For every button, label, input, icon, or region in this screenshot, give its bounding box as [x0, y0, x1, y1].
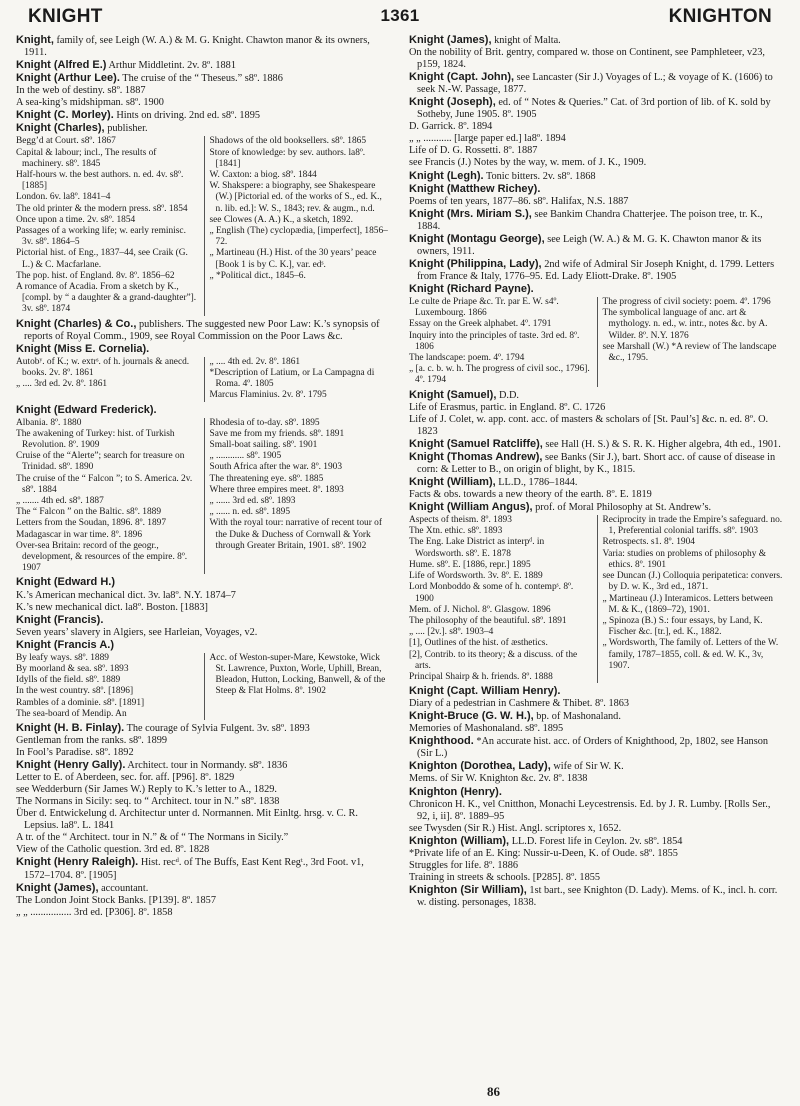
catalog-subentry: Life of D. G. Rossetti. 8º. 1887 — [409, 145, 538, 157]
entry-text: The cruise of the “ Theseus.” s8º. 1886 — [122, 73, 283, 85]
title-list-right — [204, 136, 392, 315]
entry-heading: Knight (C. Morley). — [16, 109, 114, 122]
title-list-right — [204, 653, 392, 720]
title-item: „ ....... 4th ed. s8º. 1887 — [16, 496, 104, 507]
catalog-entry — [16, 759, 391, 772]
title-item: „ English (The) cyclopædia, [imperfect], 1856–72. — [209, 226, 388, 248]
catalog-entry — [409, 96, 784, 121]
title-item: Autobʸ. of K.; w. extrˢ. of h. journals & anecd. books. 2v. 8º. 1861 — [16, 356, 190, 378]
title-item: „ .... [2v.]. s8º. 1903–4 — [409, 627, 494, 638]
title-item: Begg’d at Court. s8º. 1867 — [16, 136, 116, 147]
entry-text: see Hall (H. S.) & S. R. K. Higher algebra, 4th ed., 1901. — [545, 438, 781, 450]
catalog-entry — [409, 710, 784, 723]
title-item: Life of Wordsworth. 3v. 8º. E. 1889 — [409, 571, 543, 582]
entry-heading: Knight (Edward Frederick). — [16, 403, 157, 416]
catalog-entry — [409, 476, 784, 489]
entry-text: 2nd wife of Admiral Sir Joseph Knight, d. 1799. Letters from France & Italy, 1776–95. Ed. Lady Eliott-Drake. 8º. 1905 — [417, 258, 775, 282]
entry-heading: Knighton (Dorothea, Lady), — [409, 760, 551, 773]
catalog-entry — [409, 786, 784, 799]
catalog-subentry: Seven years’ slavery in Algiers, see Harleian, Voyages, v2. — [16, 626, 258, 638]
catalog-entry — [409, 258, 784, 283]
entry-heading: Knight-Bruce (G. W. H.), — [409, 710, 534, 723]
two-column-body — [14, 34, 786, 919]
entry-heading: Knight (Alfred E.) — [16, 59, 107, 72]
entry-text: see Bankim Chandra Chatterjee. The poison tree, tr. K., 1884. — [417, 208, 763, 232]
title-list-left — [16, 653, 198, 720]
title-item: Retrospects. s1. 8º. 1904 — [602, 537, 695, 548]
two-column-title-list — [409, 515, 784, 683]
title-item: [1], Outlines of the hist. of æsthetics. — [409, 638, 548, 649]
two-column-title-list — [16, 357, 391, 402]
title-item: Small-boat sailing. s8º. 1901 — [209, 440, 318, 451]
catalog-subentry: A tr. of the “ Architect. tour in N.” & of “ The Normans in Sicily.” — [16, 832, 289, 844]
catalog-subentry: In the web of destiny. s8º. 1887 — [16, 85, 146, 97]
catalog-subentry: D. Garrick. 8º. 1894 — [409, 121, 493, 133]
title-item: see Clowes (A. A.) K., a sketch, 1892. — [209, 214, 353, 225]
entry-text: bp. of Mashonaland. — [536, 711, 621, 723]
entry-heading: Knight (Legh). — [409, 169, 484, 182]
entry-text: LL.D. Forest life in Ceylon. 2v. s8º. 1854 — [511, 835, 683, 847]
catalog-entry — [16, 404, 391, 417]
catalog-entry — [409, 283, 784, 296]
title-item: Idylls of the field. s8º. 1889 — [16, 675, 121, 686]
two-column-title-list — [409, 297, 784, 387]
catalog-entry — [16, 72, 391, 85]
entry-heading: Knight (Capt. John), — [409, 71, 515, 84]
catalog-entry — [409, 735, 784, 760]
title-item: Marcus Flaminius. 2v. 8º. 1795 — [209, 390, 327, 401]
two-column-title-list — [16, 136, 391, 315]
entry-heading: Knight (Capt. William Henry). — [409, 685, 561, 698]
title-item: Reciprocity in trade the Empire’s safeguard. no. 1, Preferential colonial tariffs. s8º. 1903 — [602, 515, 783, 537]
title-item: Hume. s8º. E. [1886, repr.] 1895 — [409, 559, 531, 570]
title-item: Letters from the Soudan, 1896. 8º. 1897 — [16, 518, 167, 529]
catalog-entry — [16, 639, 391, 652]
title-item: With the royal tour: narrative of recent tour of the Duke & Duchess of Cornwall & York through Greater Britain, 1901. s8º. 1902 — [209, 518, 382, 551]
catalog-entry — [16, 109, 391, 122]
title-item: „ Wordsworth, The family of. Letters of the W. family, 1787–1855, coll. & ed. W. K., 3v, 1907. — [602, 638, 779, 671]
title-item: „ ...... 3rd ed. s8º. 1893 — [209, 496, 296, 507]
entry-heading: Knight (Henry Gally). — [16, 759, 126, 772]
title-item: Over-sea Britain: record of the geogr., development, & resources of the empire. 8º. 1907 — [16, 540, 188, 574]
catalog-subentry: Life of J. Colet, w. app. cont. acc. of masters & scholars of [St. Paul’s] &c. n. ed. 8º. O. 1823 — [409, 413, 769, 437]
catalog-subentry: View of the Catholic question. 3rd ed. 8º. 1828 — [16, 844, 210, 856]
title-item: Principal Shairp & h. friends. 8º. 1888 — [409, 671, 553, 682]
right-column — [409, 34, 784, 919]
header-left-word: KNIGHT — [28, 6, 103, 27]
title-item: Mem. of J. Nichol. 8º. Glasgow. 1896 — [409, 604, 551, 615]
title-item: The philosophy of the beautiful. s8º. 1891 — [409, 615, 567, 626]
entry-text: family of, see Leigh (W. A.) & M. G. Knight. Chawton manor & its owners, 1911. — [24, 35, 370, 59]
title-item: The progress of civil society: poem. 4º. 1796 — [602, 296, 771, 307]
entry-text: D.D. — [498, 389, 519, 401]
footer-signature: 86 — [487, 1084, 500, 1099]
entry-heading: Knight (Edward H.) — [16, 576, 115, 589]
entry-heading: Knight (William Angus), — [409, 501, 533, 514]
catalog-entry — [409, 685, 784, 698]
title-item: Rambles of a dominie. s8º. [1891] — [16, 697, 145, 708]
catalog-subentry: Gentleman from the ranks. s8º. 1899 — [16, 735, 168, 747]
entry-heading: Knight (Francis). — [16, 613, 104, 626]
entry-text: Architect. tour in Normandy. s8º. 1836 — [127, 760, 288, 772]
title-list-right — [597, 515, 785, 683]
catalog-subentry: In Fool’s Paradise. s8º. 1892 — [16, 747, 134, 759]
entry-heading: Knight (Mrs. Miriam S.), — [409, 207, 532, 220]
entry-heading: Knight (H. B. Finlay). — [16, 721, 125, 734]
title-item: The sea-board of Mendip. An — [16, 708, 127, 719]
entry-heading: Knighton (Sir William), — [409, 883, 527, 896]
title-item: Pictorial hist. of Eng., 1837–44, see Craik (G. L.) & C. Macfarlane. — [16, 248, 188, 270]
title-item: Inquiry into the principles of taste. 3rd ed. 8º. 1806 — [409, 330, 580, 352]
title-item: Lord Monboddo & some of h. contempˢ. 8º. 1900 — [409, 582, 574, 604]
catalog-subentry: Mems. of Sir W. Knighton &c. 2v. 8º. 1838 — [409, 773, 588, 785]
title-item: „ .... 4th ed. 2v. 8º. 1861 — [209, 356, 301, 367]
catalog-subentry: Letter to E. of Aberdeen, sec. for. aff. [P96]. 8º. 1829 — [16, 772, 235, 784]
entry-heading: Knight (Charles) & Co., — [16, 317, 137, 330]
title-item: In the west country. s8º. [1896] — [16, 686, 134, 697]
catalog-subentry: Life of Erasmus, partic. in England. 8º. C. 1726 — [409, 401, 606, 413]
entry-text: publishers. The suggested new Poor Law: K.’s synopsis of reports of Royal Comm., 1909, see Royal Commission on the Poor Laws &c. — [24, 318, 380, 342]
entry-text: Hints on driving. 2nd ed. s8º. 1895 — [116, 110, 260, 122]
entry-heading: Knight (Matthew Richey). — [409, 182, 541, 195]
title-list-right — [597, 297, 785, 387]
entry-text: knight of Malta. — [494, 35, 561, 46]
title-item: By leafy ways. s8º. 1889 — [16, 652, 109, 663]
catalog-subentry: Facts & obs. towards a new theory of the earth. 8º. E. 1819 — [409, 488, 652, 500]
entry-text: accountant. — [101, 882, 149, 894]
entry-text: publisher. — [107, 123, 148, 135]
title-item: A romance of Acadia. From a sketch by K., [compl. by “ a daughter & a grand-daughter”]. 3v. s8º. 1874 — [16, 282, 197, 315]
title-list-left — [16, 136, 198, 315]
title-item: Essay on the Greek alphabet. 4º. 1791 — [409, 319, 552, 330]
title-item: Store of knowledge: by sev. authors. la8º. [1841] — [209, 147, 366, 169]
catalog-subentry: see Twysden (Sir R.) Hist. Angl. scriptores x, 1652. — [409, 822, 622, 834]
entry-text: LL.D., 1786–1844. — [498, 476, 578, 488]
catalog-entry — [16, 122, 391, 135]
catalog-subentry: see Francis (J.) Notes by the way, w. mem. of J. K., 1909. — [409, 157, 647, 169]
title-item: *Description of Latium, or La Campagna di Roma. 4º. 1805 — [209, 367, 375, 390]
entry-heading: Knight (Arthur Lee). — [16, 72, 120, 85]
entry-text: see Lancaster (Sir J.) Voyages of L.; & voyage of K. (1606) to seek N.-W. Passage, 1877. — [417, 72, 773, 96]
title-item: Varia: studies on problems of philosophy & ethics. 8º. 1901 — [602, 548, 767, 570]
title-item: [2], Contrib. to its theory; & a discuss. of the arts. — [409, 649, 578, 671]
title-list-left — [16, 357, 198, 402]
title-item: Shadows of the old booksellers. s8º. 1865 — [209, 136, 367, 147]
title-item: Half-hours w. the best authors. n. ed. 4v. s8º. [1885] — [16, 169, 184, 192]
entry-heading: Knight, — [16, 34, 54, 46]
title-item: „ Martineau (H.) Hist. of the 30 years’ peace [Book 1 is by C. K.], var. edˢ. — [209, 248, 377, 270]
catalog-subentry: Chronicon H. K., vel Cnitthon, Monachi Leycestrensis. Ed. by J. R. Lumby. [Rolls Ser., 92, i, ii]. 8º. 1889–95 — [409, 798, 771, 822]
title-item: Cruise of the “Alerte”; search for treasure on Trinidad. s8º. 1890 — [16, 451, 185, 473]
title-item: The threatening eye. s8º. 1885 — [209, 473, 324, 484]
title-item: Capital & labour; incl., The results of machinery. s8º. 1845 — [16, 147, 157, 169]
catalog-entry — [409, 183, 784, 196]
catalog-subentry: *Private life of an E. King: Nussir-u-Deen, K. of Oude. s8º. 1855 — [409, 847, 678, 859]
title-item: The Xtn. ethic. s8º. 1893 — [409, 526, 503, 537]
catalog-entry — [16, 318, 391, 343]
catalog-subentry: Über d. Entwickelung d. Architectur unter d. Normannen. Mit Einltg. hrsg. v. C. R. Lepsius. la8º. L. 1841 — [16, 808, 358, 832]
two-column-title-list — [16, 653, 391, 720]
title-item: The pop. hist. of England. 8v. 8º. 1856–62 — [16, 270, 175, 281]
header-right-word: KNIGHTON — [668, 6, 772, 27]
catalog-entry — [409, 835, 784, 848]
title-item: „ [a. c. b. w. h. The progress of civil soc., 1796]. 4º. 1794 — [409, 364, 590, 386]
catalog-entry — [16, 34, 391, 59]
entry-heading: Knight (James), — [409, 34, 492, 46]
title-item: „ *Political dict., 1845–6. — [209, 270, 306, 281]
title-item: „ .... 3rd ed. 2v. 8º. 1861 — [16, 379, 108, 390]
catalog-subentry: On the nobility of Brit. gentry, compared w. those on Continent, see Pamphleteer, v23, p159, 1824. — [409, 47, 765, 71]
catalog-subentry: The Normans in Sicily: seq. to “ Architect. tour in N.” s8º. 1838 — [16, 796, 280, 808]
title-item: „ Martineau (J.) Interamicos. Letters between M. & K., (1869–72), 1901. — [602, 593, 773, 615]
catalog-entry — [409, 438, 784, 451]
catalog-entry — [16, 882, 391, 895]
catalog-subentry: Memories of Mashonaland. s8º. 1895 — [409, 723, 564, 735]
catalog-entry — [409, 451, 784, 476]
title-item: „ ...... n. ed. s8º. 1895 — [209, 507, 291, 518]
title-item: Rhodesia of to-day. s8º. 1895 — [209, 417, 320, 428]
entry-text: Arthur Middletint. 2v. 8º. 1881 — [108, 60, 236, 72]
catalog-subentry: Struggles for life. 8º. 1886 — [409, 859, 519, 871]
title-item: London. 6v. la8º. 1841–4 — [16, 192, 111, 203]
title-item: The cruise of the “ Falcon ”; to S. America. 2v. s8º. 1884 — [16, 473, 193, 495]
entry-text: Tonic bitters. 2v. s8º. 1868 — [485, 170, 596, 182]
entry-heading: Knight (Henry Raleigh). — [16, 856, 139, 869]
entry-heading: Knight (Richard Payne). — [409, 282, 534, 295]
title-item: The awakening of Turkey: hist. of Turkish Revolution. 8º. 1909 — [16, 428, 175, 451]
title-item: Acc. of Weston-super-Mare, Kewstoke, Wick St. Lawrence, Puxton, Worle, Uphill, Brean, Bleadon, Hutton, Locking, Banwell, & of the Steep & Flat Holms. 8º. 1902 — [209, 652, 386, 697]
entry-text: prof. of Moral Philosophy at St. Andrew’s. — [535, 502, 712, 514]
entry-heading: Knighthood. — [409, 735, 474, 748]
title-item: „ ............ s8º. 1905 — [209, 451, 282, 462]
catalog-entry — [409, 501, 784, 514]
entry-heading: Knight (Miss E. Cornelia). — [16, 342, 150, 355]
catalog-subentry: Diary of a pedestrian in Cashmere & Thibet. 8º. 1863 — [409, 698, 630, 710]
entry-heading: Knight (Philippina, Lady), — [409, 257, 542, 270]
catalog-entry — [16, 576, 391, 589]
title-item: W. Caxton: a biog. s8º. 1844 — [209, 169, 317, 180]
catalog-entry — [16, 614, 391, 627]
catalog-subentry: K.’s new mechanical dict. la8º. Boston. [1883] — [16, 601, 208, 613]
catalog-subentry: K.’s American mechanical dict. 3v. la8º. N.Y. 1874–7 — [16, 589, 236, 601]
entry-text: wife of Sir W. K. — [553, 761, 624, 773]
title-list-right — [204, 418, 392, 575]
catalog-subentry: „ „ ................ 3rd ed. [P306]. 8º. 1858 — [16, 906, 173, 918]
entry-heading: Knight (Montagu George), — [409, 232, 545, 245]
entry-heading: Knight (Francis A.) — [16, 638, 114, 651]
title-item: „ Spinoza (B.) S.: four essays, by Land, K. Fischer &c. [tr.], ed. K., 1882. — [602, 615, 763, 638]
title-list-left — [16, 418, 198, 575]
catalog-entry — [409, 34, 784, 47]
title-item: The Eng. Lake District as interpᵈ. in Wordsworth. s8º. E. 1878 — [409, 537, 545, 559]
title-item: Albania. 8º. 1880 — [16, 417, 82, 428]
catalog-entry — [16, 59, 391, 72]
page-header — [14, 0, 786, 34]
title-item: The landscape: poem. 4º. 1794 — [409, 353, 525, 363]
entry-heading: Knight (James), — [16, 881, 99, 894]
title-item: see Marshall (W.) *A review of The landscape &c., 1795. — [602, 341, 777, 363]
title-item: By moorland & sea. s8º. 1893 — [16, 663, 129, 674]
entry-heading: Knighton (Henry). — [409, 785, 502, 798]
catalog-subentry: A sea-king’s midshipman. s8º. 1900 — [16, 97, 164, 109]
catalog-entry — [409, 389, 784, 402]
catalog-entry — [16, 856, 391, 881]
catalog-subentry: Poems of ten years, 1877–86. s8º. Halifax, N.S. 1887 — [409, 195, 629, 207]
title-item: Aspects of theism. 8º. 1893 — [409, 515, 512, 526]
title-list-left — [409, 297, 591, 387]
catalog-entry — [409, 884, 784, 909]
title-item: W. Shakspere: a biography, see Shakespeare (W.) [Pictorial ed. of the works of S., ed. K., n. lib. ed.]: W. S., 1843; rev. & augm., n.d. — [209, 181, 382, 214]
catalog-entry — [16, 343, 391, 356]
catalog-entry — [409, 233, 784, 258]
two-column-title-list — [16, 418, 391, 575]
title-list-left — [409, 515, 591, 683]
title-item: The “ Falcon ” on the Baltic. s8º. 1889 — [16, 507, 162, 518]
entry-text: The courage of Sylvia Fulgent. 3v. s8º. 1893 — [126, 722, 310, 734]
entry-heading: Knight (Charles), — [16, 122, 105, 135]
catalog-entry — [16, 722, 391, 735]
title-item: see Duncan (J.) Colloquia peripatetica: convers. by D. w. K., 3rd ed., 1871. — [602, 571, 783, 593]
entry-text: see Leigh (W. A.) & M. G. K. Chawton manor & its owners, 1911. — [417, 233, 762, 257]
entry-text: see Banks (Sir J.), bart. Short acc. of cause of disease in corn: & Letter to B., on origin of blight, by K., 1815. — [417, 451, 776, 475]
catalog-subentry: see Wedderburn (Sir James W.) Reply to K.’s letter to A., 1829. — [16, 784, 277, 796]
catalog-subentry: Training in streets & schools. [P285]. 8º. 1855 — [409, 871, 601, 883]
title-item: Once upon a time. 2v. s8º. 1854 — [16, 214, 136, 225]
entry-heading: Knighton (William), — [409, 834, 510, 847]
entry-text: 1st bart., see Knighton (D. Lady). Mems. of K., incl. h. corr. w. disting. personages, 1838. — [417, 884, 778, 908]
entry-heading: Knight (Samuel Ratcliffe), — [409, 437, 543, 450]
catalog-entry — [409, 170, 784, 183]
entry-text: *An accurate hist. acc. of Orders of Knighthood, 2p, 1802, see Hanson (Sir L.) — [417, 736, 769, 760]
title-list-right — [204, 357, 392, 402]
header-page-number: 1361 — [380, 6, 420, 25]
entry-text: ed. of “ Notes & Queries.” Cat. of 3rd portion of lib. of K. sold by Sotheby, June 1905. 8º. 1905 — [417, 97, 771, 121]
title-item: The symbolical language of anc. art & mythology. n. ed., w. intr., notes &c. by A. Wilder. 8º. N.Y. 1876 — [602, 308, 768, 341]
title-item: Le culte de Priape &c. Tr. par E. W. s4º. Luxembourg. 1866 — [409, 296, 559, 319]
catalog-entry — [409, 71, 784, 96]
title-item: Save me from my friends. s8º. 1891 — [209, 428, 345, 439]
title-item: Passages of a working life; w. early reminisc. 3v. s8º. 1864–5 — [16, 226, 186, 248]
entry-text: Hist. recᵈ. of The Buffs, East Kent Regᵗ., 3rd Foot. v1, 1572–1704. 8º. [1905] — [24, 857, 364, 881]
catalog-subentry: The London Joint Stock Banks. [P139]. 8º. 1857 — [16, 894, 216, 906]
entry-heading: Knight (Joseph), — [409, 96, 496, 109]
title-item: South Africa after the war. 8º. 1903 — [209, 462, 343, 473]
title-item: Where three empires meet. 8º. 1893 — [209, 484, 344, 495]
entry-heading: Knight (William), — [409, 475, 496, 488]
catalog-entry — [409, 208, 784, 233]
entry-heading: Knight (Thomas Andrew), — [409, 450, 543, 463]
left-column — [16, 34, 391, 919]
title-item: Madagascar in war time. 8º. 1896 — [16, 529, 143, 540]
catalog-entry — [409, 760, 784, 773]
catalog-subentry: „ „ ........... [large paper ed.] la8º. 1894 — [409, 133, 566, 145]
title-item: The old printer & the modern press. s8º. 1854 — [16, 203, 188, 214]
entry-heading: Knight (Samuel), — [409, 388, 497, 401]
